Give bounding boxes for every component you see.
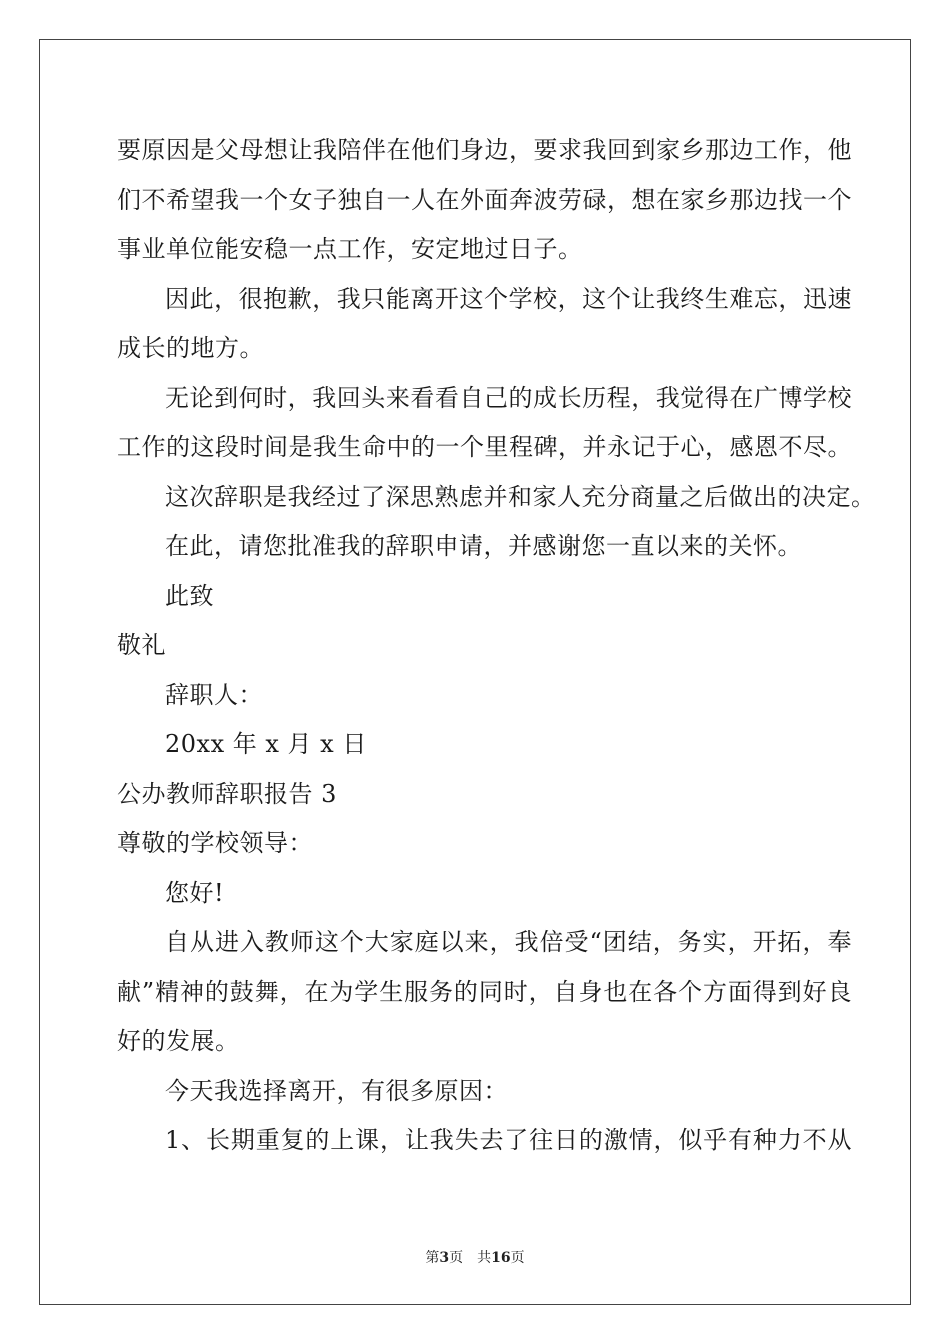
closing-regards: 敬礼 bbox=[117, 631, 166, 659]
paragraph-start: 无论到何时，我回头来看看自己的成长历程，我觉得在广博学校 bbox=[165, 383, 852, 412]
text-line: 要原因是父母想让我陪伴在他们身边，要求我回到家乡那边工作，他 bbox=[117, 136, 852, 164]
page-number: 3 bbox=[439, 1250, 450, 1266]
page-prefix: 第 bbox=[425, 1250, 440, 1266]
section-title: 公办教师辞职报告 3 bbox=[117, 779, 337, 808]
total-pages: 16 bbox=[491, 1250, 511, 1266]
paragraph-start: 自从进入教师这个大家庭以来，我倍受“团结，务实，开拓，奉 bbox=[165, 928, 852, 956]
letter-greeting: 尊敬的学校领导： bbox=[117, 829, 313, 857]
list-item: 1、长期重复的上课，让我失去了往日的激情，似乎有种力不从 bbox=[165, 1126, 852, 1154]
text-line: 们不希望我一个女子独自一人在外面奔波劳碌，想在家乡那边找一个 bbox=[117, 185, 852, 214]
document-body bbox=[117, 126, 876, 1166]
text-line: 好的发展。 bbox=[117, 1027, 240, 1055]
page-footer bbox=[0, 1247, 950, 1267]
text-line: 工作的这段时间是我生命中的一个里程碑，并永记于心，感恩不尽。 bbox=[117, 433, 852, 461]
paragraph-start: 在此，请您批准我的辞职申请，并感谢您一直以来的关怀。 bbox=[165, 532, 802, 560]
closing-salutation: 此致 bbox=[165, 581, 214, 610]
text-line: 成长的地方。 bbox=[117, 334, 264, 362]
paragraph-start: 今天我选择离开，有很多原因： bbox=[165, 1076, 508, 1105]
letter-hello: 您好! bbox=[165, 878, 225, 907]
total-prefix: 共 bbox=[477, 1250, 492, 1266]
page-unit: 页 bbox=[449, 1250, 464, 1266]
date-line: 20xx 年 x 月 x 日 bbox=[165, 730, 367, 758]
signature-label: 辞职人： bbox=[165, 680, 263, 709]
paragraph-start: 因此，很抱歉，我只能离开这个学校，这个让我终生难忘，迅速 bbox=[165, 284, 852, 313]
text-line: 事业单位能安稳一点工作，安定地过日子。 bbox=[117, 235, 583, 263]
text-line: 献”精神的鼓舞，在为学生服务的同时，自身也在各个方面得到好良 bbox=[117, 977, 852, 1006]
total-unit: 页 bbox=[510, 1250, 525, 1266]
paragraph-start: 这次辞职是我经过了深思熟虑并和家人充分商量之后做出的决定。 bbox=[165, 482, 876, 511]
